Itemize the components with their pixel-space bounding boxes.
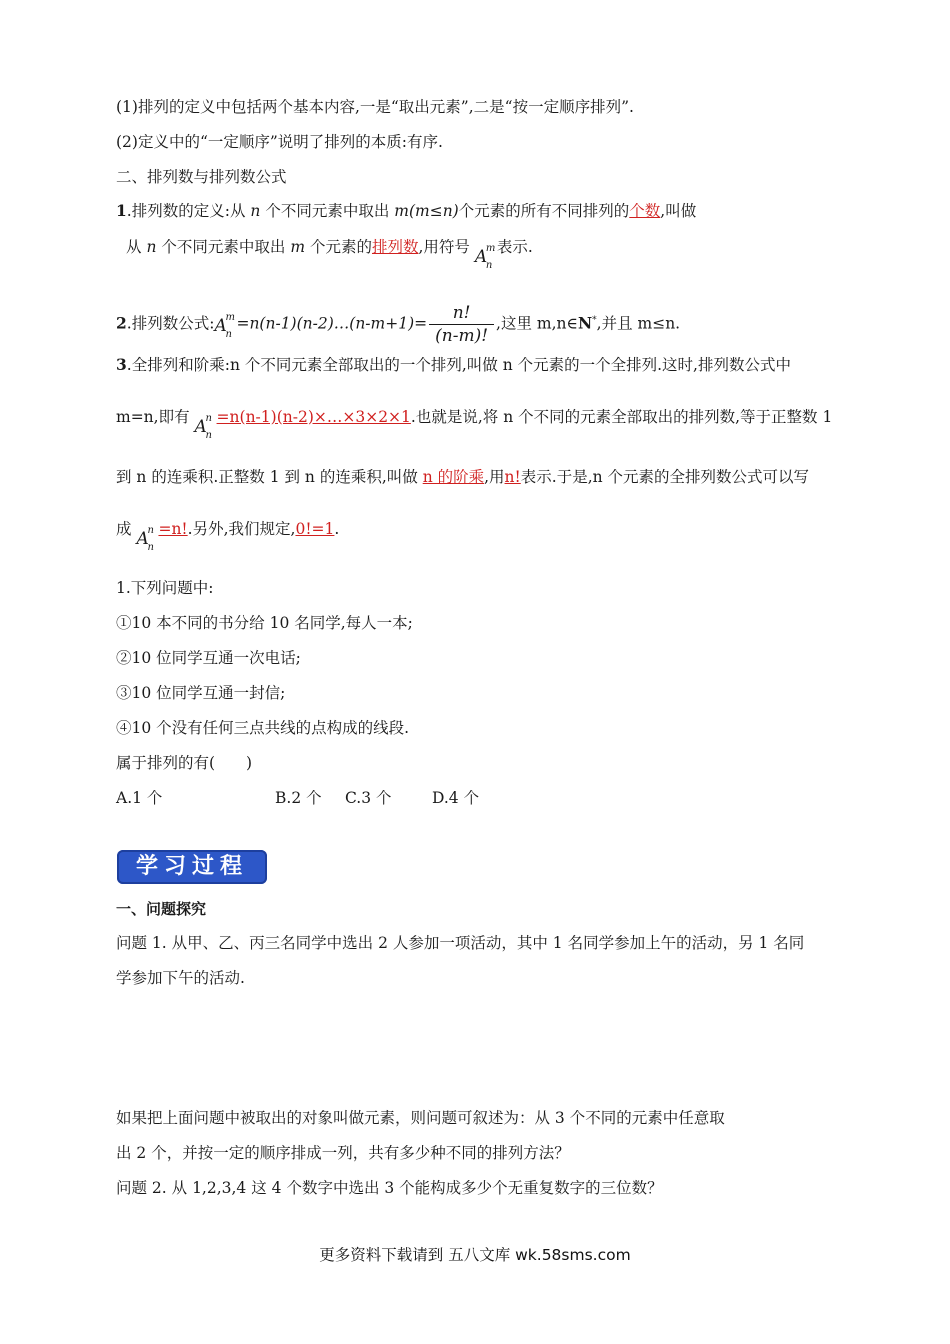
footer-link-text[interactable]: 更多资料下载请到 五八文库 wk.58sms.com	[319, 1246, 631, 1264]
note-1: (1)排列的定义中包括两个基本内容,一是“取出元素”,二是“按一定顺序排列”.	[116, 98, 634, 116]
item-2-line: 2.排列数公式: A m n =n(n-1)(n-2)…(n-m+1)= $\frac{n!}{(n-m)!}$ ,这里 m,n∈N*,并且 m≤n.	[116, 303, 681, 346]
exercise-item-1: ①10 本不同的书分给 10 名同学,每人一本;	[116, 614, 413, 632]
symbol-A-n-n: A n n	[194, 413, 212, 441]
symbol-A-n-m-2: A m n	[214, 311, 235, 340]
problem-2: 问题 2. 从 1,2,3,4 这 4 个数字中选出 3 个能构成多少个无重复数字的三位数？	[116, 1179, 663, 1197]
blank-n-factorial: n!	[504, 468, 521, 486]
section-heading-2: 二、排列数与排列数公式	[116, 168, 287, 186]
blank-count: 个数	[629, 202, 661, 220]
section-heading-1: 一、问题探究	[116, 900, 207, 918]
note-2: (2)定义中的“一定顺序”说明了排列的本质:有序.	[116, 133, 443, 151]
item-3-line-1: 3.全排列和阶乘:n 个不同元素全部取出的一个排列,叫做 n 个元素的一个全排列.这时,排列数公式中	[116, 355, 791, 374]
problem-1-line-1: 问题 1. 从甲、乙、丙三名同学中选出 2 人参加一项活动，其中 1 名同学参加上午的活动，另 1 名同	[116, 934, 805, 952]
blank-full-permutation: =n(n-1)(n-2)×…×3×2×1	[216, 408, 411, 426]
exercise-question: 属于排列的有( )	[116, 754, 253, 772]
blank-zero-factorial: 0!=1	[295, 520, 335, 538]
item-3-line-4: 成 A n n =n!.另外,我们规定,0!=1.	[116, 520, 340, 553]
symbol-A-n-m: A m n	[474, 243, 496, 271]
item-3-line-3: 到 n 的连乘积.正整数 1 到 n 的连乘积,叫做 n 的阶乘,用n!表示.于是,n 个元素的全排列数公式可以写	[116, 468, 810, 486]
learning-process-banner: 学习过程	[117, 850, 267, 884]
exercise-item-4: ④10 个没有任何三点共线的点构成的线段.	[116, 719, 410, 737]
item-1-line-2: 从 n 个不同元素中取出 m 个元素的排列数,用符号 A m n 表示.	[126, 238, 533, 271]
factorial-fraction: $\frac{n!}{(n-m)!}$	[429, 302, 494, 347]
exercise-option-d: D.4 个	[432, 789, 480, 807]
blank-equals-n-factorial: =n!	[158, 520, 188, 538]
blank-factorial: n 的阶乘	[422, 468, 485, 486]
item-3-line-2: m=n,即有 A n n =n(n-1)(n-2)×…×3×2×1.也就是说,将 n 个不同的元素全部取出的排列数,等于正整数 1	[116, 408, 833, 441]
restatement-line-1: 如果把上面问题中被取出的对象叫做元素，则问题可叙述为：从 3 个不同的元素中任意取	[116, 1109, 725, 1127]
exercise-option-a: A.1 个	[116, 789, 163, 807]
item-1-line-1: 1.排列数的定义:从 n 个不同元素中取出 m(m≤n)个元素的所有不同排列的个数,叫做	[116, 201, 697, 220]
exercise-option-b: B.2 个	[275, 789, 322, 807]
exercise-option-c: C.3 个	[345, 789, 392, 807]
problem-1-line-2: 学参加下午的活动.	[116, 969, 245, 987]
blank-permutation-number: 排列数	[371, 238, 419, 256]
symbol-A-n-n-2: A n n	[136, 525, 154, 553]
exercise-stem: 1.下列问题中:	[116, 579, 214, 597]
exercise-item-2: ②10 位同学互通一次电话;	[116, 649, 301, 667]
exercise-item-3: ③10 位同学互通一封信;	[116, 684, 286, 702]
restatement-line-2: 出 2 个，并按一定的顺序排成一列，共有多少种不同的排列方法？	[116, 1144, 570, 1162]
